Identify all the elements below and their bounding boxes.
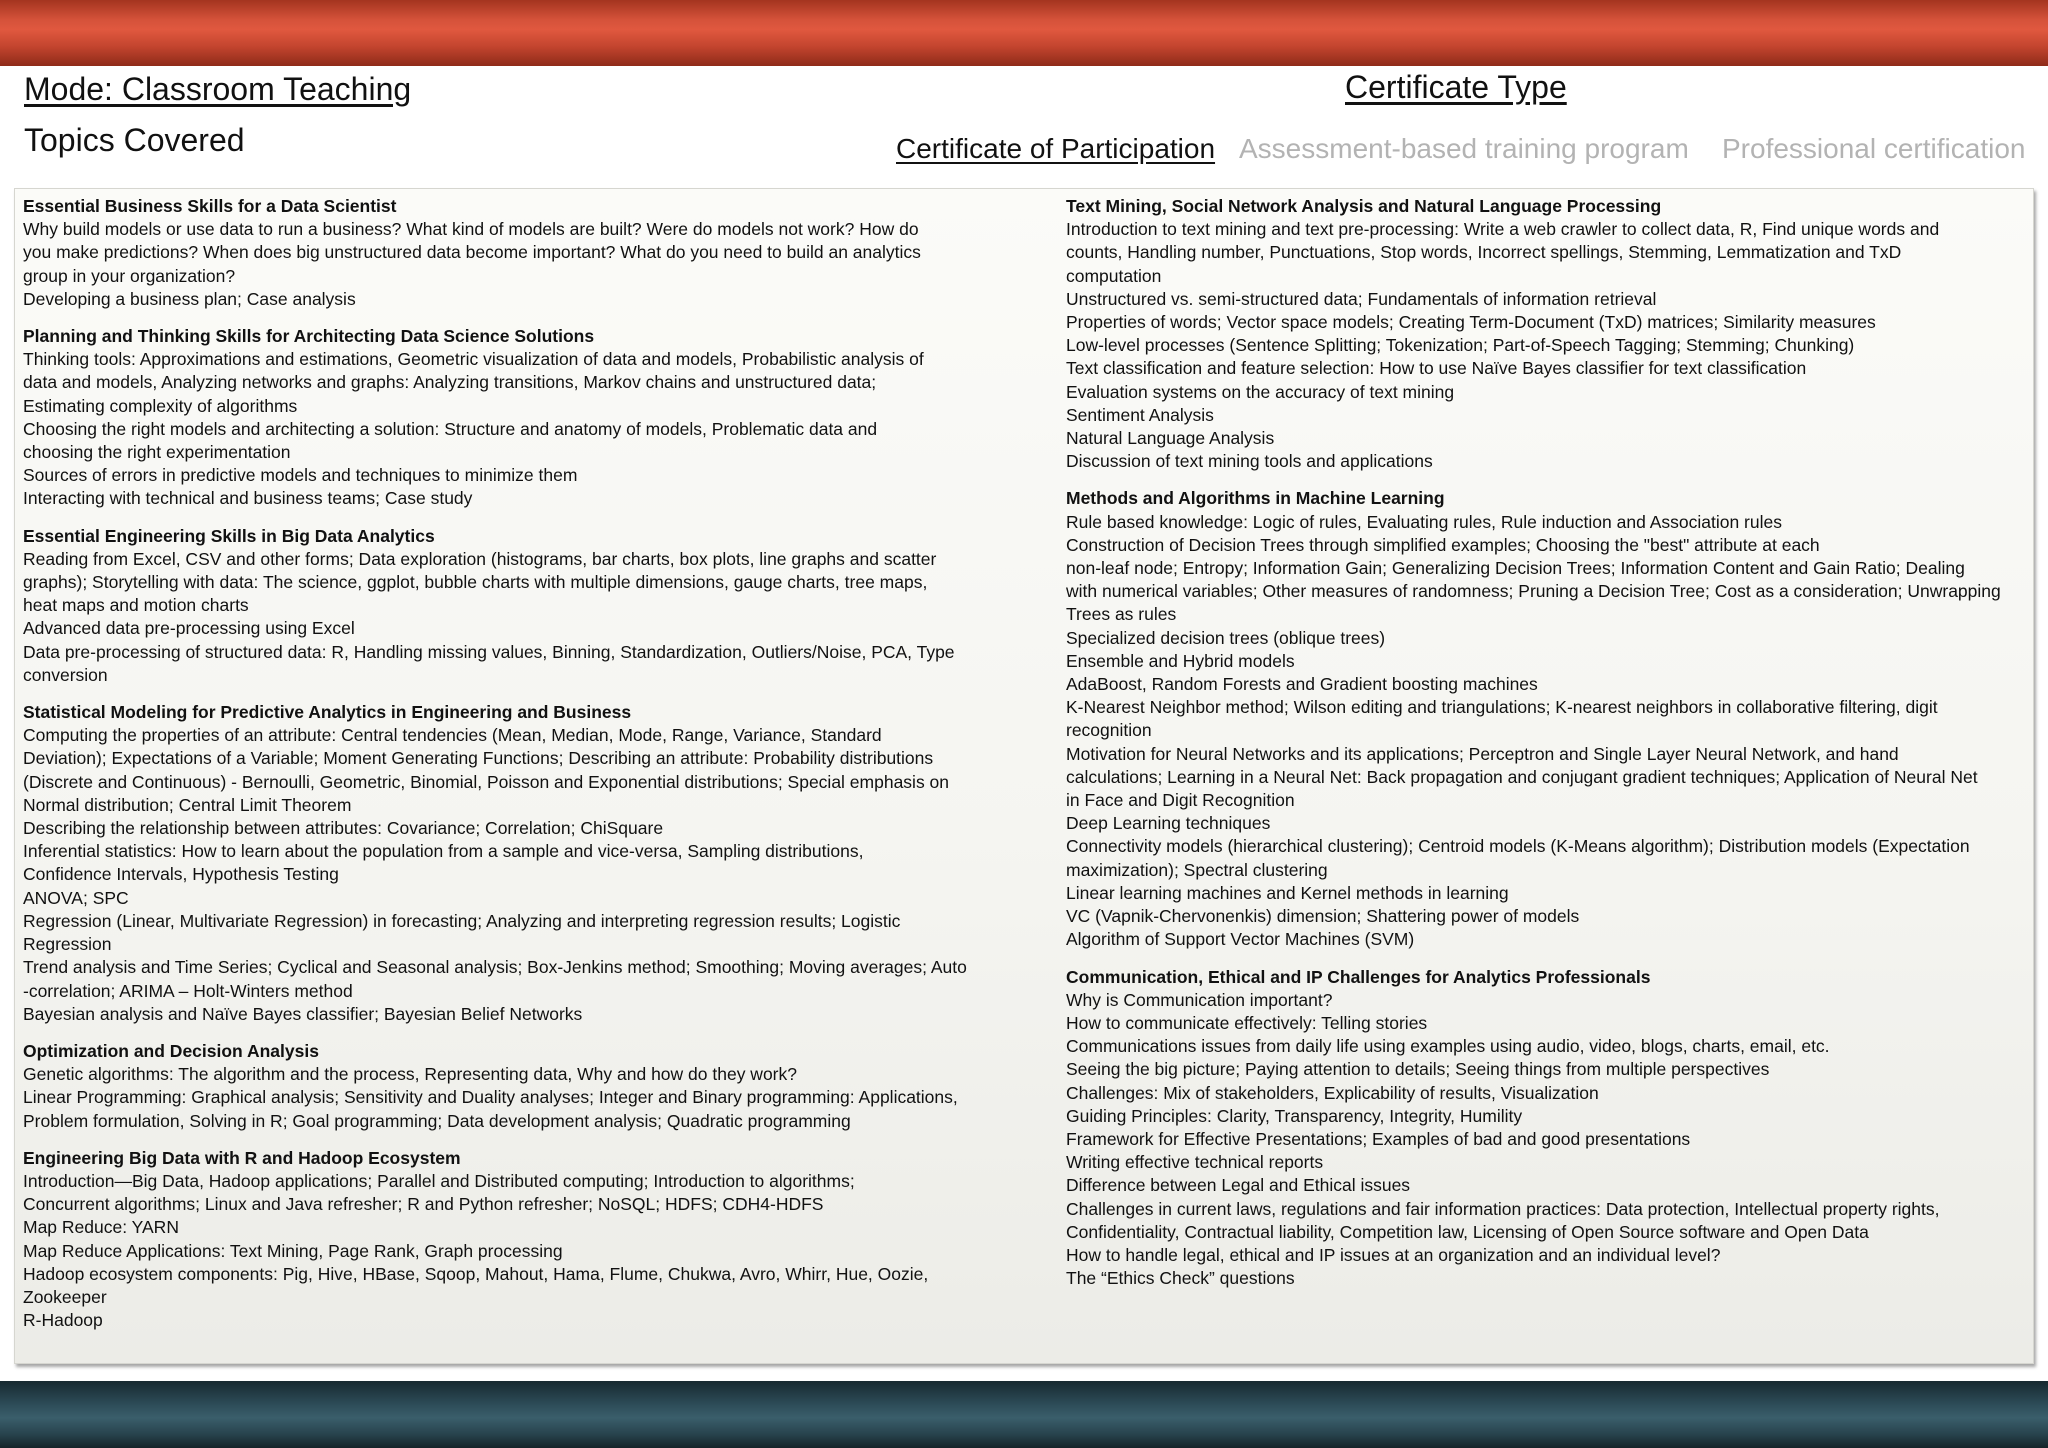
section-line: Difference between Legal and Ethical issues bbox=[1066, 1175, 1411, 1196]
section-line: Construction of Decision Trees through simplified examples; Choosing the "best" attribute at each bbox=[1066, 534, 1820, 555]
section-line: recognition bbox=[1066, 720, 1152, 741]
section-line: Linear learning machines and Kernel methods in learning bbox=[1066, 882, 1509, 903]
section-line: Challenges in current laws, regulations and fair information practices: Data protection, Intellectual property rights, bbox=[1066, 1198, 1940, 1219]
section-line: non-leaf node; Entropy; Information Gain; Generalizing Decision Trees; Information Content and Gain Ratio; Dealing bbox=[1066, 558, 1965, 579]
section-line: -correlation; ARIMA – Holt-Winters method bbox=[23, 980, 353, 1001]
left-column bbox=[23, 195, 1023, 1346]
bottom-banner bbox=[0, 1381, 2048, 1448]
section-line: Evaluation systems on the accuracy of text mining bbox=[1066, 381, 1455, 402]
section-line: K-Nearest Neighbor method; Wilson editing and triangulations; K-nearest neighbors in collaborative filtering, digit bbox=[1066, 697, 1938, 718]
section-line: Guiding Principles: Clarity, Transparency, Integrity, Humility bbox=[1066, 1105, 1523, 1126]
certificate-option-assessment: Assessment-based training program bbox=[1239, 133, 1689, 164]
section-line: Inferential statistics: How to learn about the population from a sample and vice-versa, Sampling distributions, bbox=[23, 841, 864, 862]
section-line: Describing the relationship between attributes: Covariance; Correlation; ChiSquare bbox=[23, 818, 664, 839]
section-line: AdaBoost, Random Forests and Gradient boosting machines bbox=[1066, 674, 1538, 695]
section-line: Connectivity models (hierarchical clustering); Centroid models (K-Means algorithm); Distribution models (Expectation bbox=[1066, 836, 1970, 857]
section-line: Writing effective technical reports bbox=[1066, 1152, 1324, 1173]
section-title: Optimization and Decision Analysis bbox=[23, 1040, 319, 1061]
section-line: Trend analysis and Time Series; Cyclical and Seasonal analysis; Box-Jenkins method; Smoothing; Moving averages; Auto bbox=[23, 957, 967, 978]
section-line: Zookeeper bbox=[23, 1286, 107, 1307]
section-line: Interacting with technical and business teams; Case study bbox=[23, 488, 473, 509]
section-title: Methods and Algorithms in Machine Learning bbox=[1066, 488, 1445, 509]
section-title: Essential Business Skills for a Data Scientist bbox=[23, 196, 397, 216]
section-line: Specialized decision trees (oblique trees) bbox=[1066, 627, 1386, 648]
top-banner bbox=[0, 0, 2048, 66]
section-line: Deviation); Expectations of a Variable; Moment Generating Functions; Describing an attribute: Probability distributions bbox=[23, 748, 934, 769]
topic-section bbox=[23, 1147, 1023, 1333]
section-line: Trees as rules bbox=[1066, 604, 1177, 625]
section-title: Statistical Modeling for Predictive Analytics in Engineering and Business bbox=[23, 702, 632, 723]
section-line: Hadoop ecosystem components: Pig, Hive, HBase, Sqoop, Mahout, Hama, Flume, Chukwa, Avro, Whirr, Hue, Oozie, bbox=[23, 1263, 929, 1284]
section-line: How to communicate effectively: Telling stories bbox=[1066, 1012, 1428, 1033]
topic-section bbox=[1066, 195, 2026, 473]
section-title: Text Mining, Social Network Analysis and Natural Language Processing bbox=[1066, 196, 1662, 216]
certificate-options bbox=[896, 133, 2026, 173]
section-line: Choosing the right models and architecting a solution: Structure and anatomy of models, Problematic data and bbox=[23, 418, 878, 439]
section-line: graphs); Storytelling with data: The science, ggplot, bubble charts with multiple dimensions, gauge charts, tree maps, bbox=[23, 572, 928, 593]
section-line: maximization); Spectral clustering bbox=[1066, 859, 1328, 880]
topic-section bbox=[1066, 487, 2026, 951]
section-line: choosing the right experimentation bbox=[23, 442, 291, 463]
section-line: Ensemble and Hybrid models bbox=[1066, 650, 1295, 671]
section-line: Sources of errors in predictive models and techniques to minimize them bbox=[23, 465, 578, 486]
section-line: Introduction to text mining and text pre-processing: Write a web crawler to collect data, R, Find unique words and bbox=[1066, 219, 1940, 240]
section-line: Concurrent algorithms; Linux and Java refresher; R and Python refresher; NoSQL; HDFS; CDH4-HDFS bbox=[23, 1194, 824, 1215]
section-line: Why is Communication important? bbox=[1066, 989, 1333, 1010]
section-line: The “Ethics Check” questions bbox=[1066, 1268, 1295, 1289]
certificate-option-professional: Professional certification bbox=[1722, 133, 2026, 164]
section-title: Communication, Ethical and IP Challenges for Analytics Professionals bbox=[1066, 966, 1651, 987]
section-line: with numerical variables; Other measures of randomness; Pruning a Decision Tree; Cost as a consideration; Unwrapping bbox=[1066, 581, 2001, 602]
section-line: Natural Language Analysis bbox=[1066, 428, 1275, 449]
section-line: Confidence Intervals, Hypothesis Testing bbox=[23, 864, 339, 885]
section-line: Why build models or use data to run a business? What kind of models are built? Were do models not work? How do bbox=[23, 219, 919, 240]
topic-section bbox=[23, 1040, 1023, 1133]
section-line: VC (Vapnik-Chervonenkis) dimension; Shattering power of models bbox=[1066, 906, 1580, 927]
section-line: in Face and Digit Recognition bbox=[1066, 790, 1295, 811]
section-line: data and models, Analyzing networks and graphs: Analyzing transitions, Markov chains and unstructured data; bbox=[23, 372, 877, 393]
section-line: Unstructured vs. semi-structured data; Fundamentals of information retrieval bbox=[1066, 288, 1657, 309]
topic-section bbox=[23, 195, 1023, 311]
section-line: Confidentiality, Contractual liability, Competition law, Licensing of Open Source software and Open Data bbox=[1066, 1221, 1869, 1242]
section-line: calculations; Learning in a Neural Net: Back propagation and conjugant gradient techniques; Application of Neural Net bbox=[1066, 766, 1978, 787]
section-line: Algorithm of Support Vector Machines (SVM) bbox=[1066, 929, 1415, 950]
section-line: Seeing the big picture; Paying attention to details; Seeing things from multiple perspectives bbox=[1066, 1059, 1770, 1080]
section-line: Regression bbox=[23, 934, 112, 955]
section-line: (Discrete and Continuous) - Bernoulli, Geometric, Binomial, Poisson and Exponential distributions; Special emphasis on bbox=[23, 771, 950, 792]
section-line: Low-level processes (Sentence Splitting; Tokenization; Part-of-Speech Tagging; Stemming; Chunking) bbox=[1066, 335, 1855, 356]
topics-panel bbox=[14, 188, 2034, 1364]
certificate-option-participation: Certificate of Participation bbox=[896, 133, 1216, 164]
section-line: Genetic algorithms: The algorithm and the process, Representing data, Why and how do they work? bbox=[23, 1064, 797, 1085]
section-line: Sentiment Analysis bbox=[1066, 404, 1214, 425]
section-line: Text classification and feature selection: How to use Naïve Bayes classifier for text classification bbox=[1066, 358, 1807, 379]
section-line: Advanced data pre-processing using Excel bbox=[23, 618, 355, 639]
right-column bbox=[1066, 195, 2026, 1304]
section-line: Rule based knowledge: Logic of rules, Evaluating rules, Rule induction and Association rules bbox=[1066, 511, 1782, 532]
section-line: How to handle legal, ethical and IP issues at an organization and an individual level? bbox=[1066, 1244, 1721, 1265]
section-line: heat maps and motion charts bbox=[23, 595, 249, 616]
section-line: Regression (Linear, Multivariate Regression) in forecasting; Analyzing and interpreting regression results; Logistic bbox=[23, 910, 901, 931]
section-line: Discussion of text mining tools and applications bbox=[1066, 451, 1433, 472]
section-title: Essential Engineering Skills in Big Data Analytics bbox=[23, 525, 435, 546]
section-line: Normal distribution; Central Limit Theorem bbox=[23, 794, 352, 815]
section-line: Deep Learning techniques bbox=[1066, 813, 1271, 834]
section-line: Estimating complexity of algorithms bbox=[23, 395, 298, 416]
section-line: you make predictions? When does big unstructured data become important? What do you need to build an analytics bbox=[23, 242, 921, 263]
section-line: Motivation for Neural Networks and its applications; Perceptron and Single Layer Neural Network, and hand bbox=[1066, 743, 1899, 764]
topic-section bbox=[23, 325, 1023, 511]
section-line: counts, Handling number, Punctuations, Stop words, Incorrect spellings, Stemming, Lemmatization and TxD bbox=[1066, 242, 1902, 263]
section-line: Communications issues from daily life using examples using audio, video, blogs, charts, email, etc. bbox=[1066, 1036, 1830, 1057]
section-line: conversion bbox=[23, 664, 108, 685]
section-line: Properties of words; Vector space models; Creating Term-Document (TxD) matrices; Similarity measures bbox=[1066, 312, 1876, 333]
section-title: Engineering Big Data with R and Hadoop Ecosystem bbox=[23, 1147, 461, 1168]
section-line: Thinking tools: Approximations and estimations, Geometric visualization of data and models, Probabilistic analysis of bbox=[23, 349, 924, 370]
section-title: Planning and Thinking Skills for Architecting Data Science Solutions bbox=[23, 326, 595, 347]
section-line: computation bbox=[1066, 265, 1162, 286]
section-line: Challenges: Mix of stakeholders, Explicability of results, Visualization bbox=[1066, 1082, 1599, 1103]
topic-section bbox=[23, 701, 1023, 1026]
section-line: Map Reduce Applications: Text Mining, Page Rank, Graph processing bbox=[23, 1240, 563, 1261]
section-line: Linear Programming: Graphical analysis; Sensitivity and Duality analyses; Integer and Binary programming: Applications, bbox=[23, 1087, 958, 1108]
section-line: Bayesian analysis and Naïve Bayes classifier; Bayesian Belief Networks bbox=[23, 1003, 583, 1024]
section-line: Reading from Excel, CSV and other forms; Data exploration (histograms, bar charts, box plots, line graphs and scatter bbox=[23, 548, 937, 569]
section-line: Introduction—Big Data, Hadoop applications; Parallel and Distributed computing; Introduction to algorithms; bbox=[23, 1170, 855, 1191]
section-line: R-Hadoop bbox=[23, 1310, 103, 1331]
certificate-type-title: Certificate Type bbox=[1345, 69, 1567, 105]
topic-section bbox=[1066, 966, 2026, 1291]
section-line: ANOVA; SPC bbox=[23, 887, 129, 908]
topic-section bbox=[23, 525, 1023, 687]
section-line: group in your organization? bbox=[23, 265, 236, 286]
section-line: Data pre-processing of structured data: R, Handling missing values, Binning, Standardization, Outliers/Noise, PCA, Type bbox=[23, 641, 955, 662]
section-line: Map Reduce: YARN bbox=[23, 1217, 179, 1238]
topics-title: Topics Covered bbox=[24, 122, 245, 158]
section-line: Computing the properties of an attribute: Central tendencies (Mean, Median, Mode, Range, Variance, Standard bbox=[23, 725, 882, 746]
section-line: Problem formulation, Solving in R; Goal programming; Data development analysis; Quadratic programming bbox=[23, 1110, 851, 1131]
section-line: Framework for Effective Presentations; Examples of bad and good presentations bbox=[1066, 1128, 1691, 1149]
mode-title: Mode: Classroom Teaching bbox=[24, 71, 412, 107]
section-line: Developing a business plan; Case analysis bbox=[23, 288, 356, 309]
